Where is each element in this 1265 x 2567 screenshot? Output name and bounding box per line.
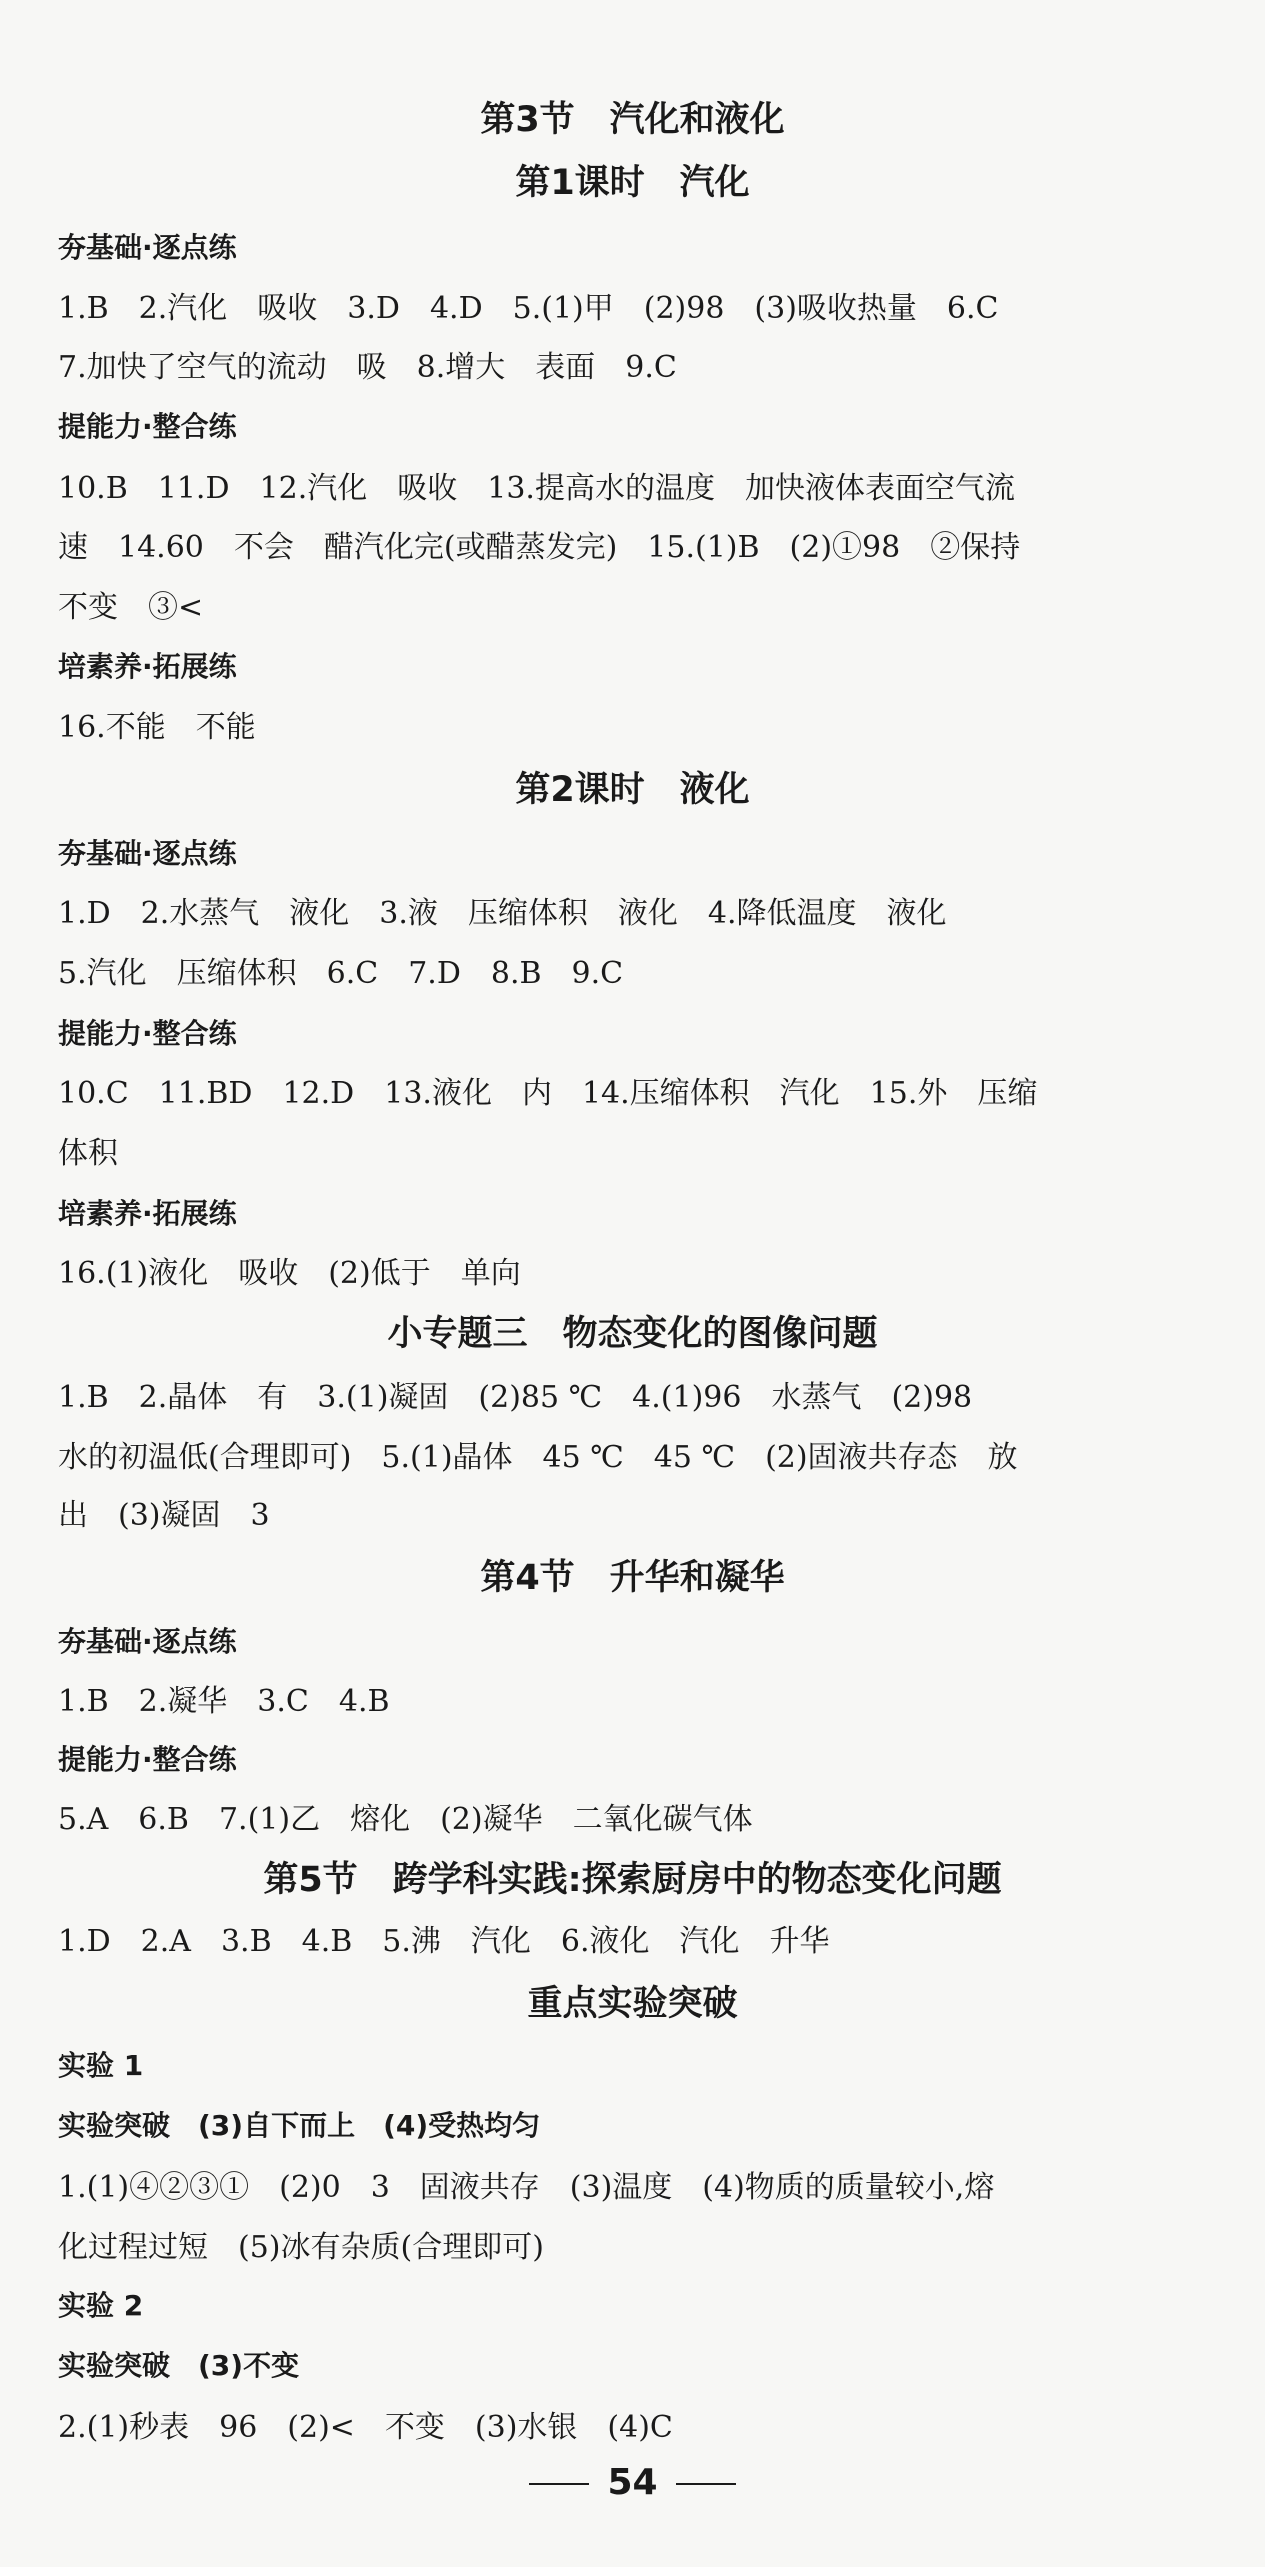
subsection-label: 提能力·整合练 bbox=[58, 1743, 237, 1776]
answer-line: 体积 bbox=[58, 1136, 118, 1171]
answer-line: 5.A 6.B 7.(1)乙 熔化 (2)凝华 二氧化碳气体 bbox=[58, 1802, 753, 1837]
page-number bbox=[0, 2462, 1265, 2503]
experiment-label: 实验 2 bbox=[58, 2289, 144, 2322]
answer-line: 1.D 2.水蒸气 液化 3.液 压缩体积 液化 4.降低温度 液化 bbox=[58, 896, 947, 931]
answer-line: 1.B 2.汽化 吸收 3.D 4.D 5.(1)甲 (2)98 (3)吸收热量 6.C bbox=[58, 291, 999, 326]
answer-line: 1.D 2.A 3.B 4.B 5.沸 汽化 6.液化 汽化 升华 bbox=[58, 1924, 830, 1959]
subsection-label: 提能力·整合练 bbox=[58, 1017, 237, 1050]
answer-line: 1.B 2.晶体 有 3.(1)凝固 (2)85 ℃ 4.(1)96 水蒸气 (2)98 bbox=[58, 1380, 973, 1415]
answer-line: 16.(1)液化 吸收 (2)低于 单向 bbox=[58, 1256, 521, 1291]
answer-line: 5.汽化 压缩体积 6.C 7.D 8.B 9.C bbox=[58, 956, 624, 991]
experiment-label: 实验 1 bbox=[58, 2049, 144, 2082]
answer-line: 水的初温低(合理即可) 5.(1)晶体 45 ℃ 45 ℃ (2)固液共存态 放 bbox=[58, 1440, 1018, 1475]
page-number-dash bbox=[529, 2483, 589, 2485]
answer-line: 7.加快了空气的流动 吸 8.增大 表面 9.C bbox=[58, 350, 677, 385]
subsection-label: 夯基础·逐点练 bbox=[58, 837, 237, 870]
topic-heading: 小专题三 物态变化的图像问题 bbox=[387, 1314, 878, 1354]
answer-line: 速 14.60 不会 醋汽化完(或醋蒸发完) 15.(1)B (2)①98 ②保持 bbox=[58, 530, 1021, 565]
experiment-breakthrough: 实验突破 (3)自下而上 (4)受热均匀 bbox=[58, 2109, 541, 2142]
answer-line: 10.C 11.BD 12.D 13.液化 内 14.压缩体积 汽化 15.外 压缩 bbox=[58, 1076, 1038, 1111]
section-heading: 第3节 汽化和液化 bbox=[480, 100, 785, 140]
answer-line: 不变 ③< bbox=[58, 590, 204, 625]
page-number-dash bbox=[676, 2483, 736, 2485]
page-number-value: 54 bbox=[607, 2462, 658, 2503]
subsection-label: 夯基础·逐点练 bbox=[58, 231, 237, 264]
section-heading: 第5节 跨学科实践:探索厨房中的物态变化问题 bbox=[263, 1860, 1002, 1900]
subsection-label: 夯基础·逐点练 bbox=[58, 1625, 237, 1658]
lesson-heading: 第2课时 液化 bbox=[515, 770, 750, 810]
answer-line: 10.B 11.D 12.汽化 吸收 13.提高水的温度 加快液体表面空气流 bbox=[58, 471, 1015, 506]
answer-line: 1.(1)④②③① (2)0 3 固液共存 (3)温度 (4)物质的质量较小,熔 bbox=[58, 2170, 995, 2205]
lesson-heading: 第1课时 汽化 bbox=[515, 163, 750, 203]
answer-line: 化过程过短 (5)冰有杂质(合理即可) bbox=[58, 2230, 544, 2265]
answer-line: 出 (3)凝固 3 bbox=[58, 1498, 270, 1533]
section-heading: 第4节 升华和凝华 bbox=[480, 1558, 785, 1598]
subsection-label: 培素养·拓展练 bbox=[58, 650, 237, 683]
topic-heading: 重点实验突破 bbox=[527, 1984, 738, 2024]
subsection-label: 提能力·整合练 bbox=[58, 410, 237, 443]
answer-line: 16.不能 不能 bbox=[58, 710, 256, 745]
subsection-label: 培素养·拓展练 bbox=[58, 1197, 237, 1230]
answer-line: 1.B 2.凝华 3.C 4.B bbox=[58, 1684, 390, 1719]
experiment-breakthrough: 实验突破 (3)不变 bbox=[58, 2349, 300, 2382]
answer-line: 2.(1)秒表 96 (2)< 不变 (3)水银 (4)C bbox=[58, 2410, 673, 2445]
